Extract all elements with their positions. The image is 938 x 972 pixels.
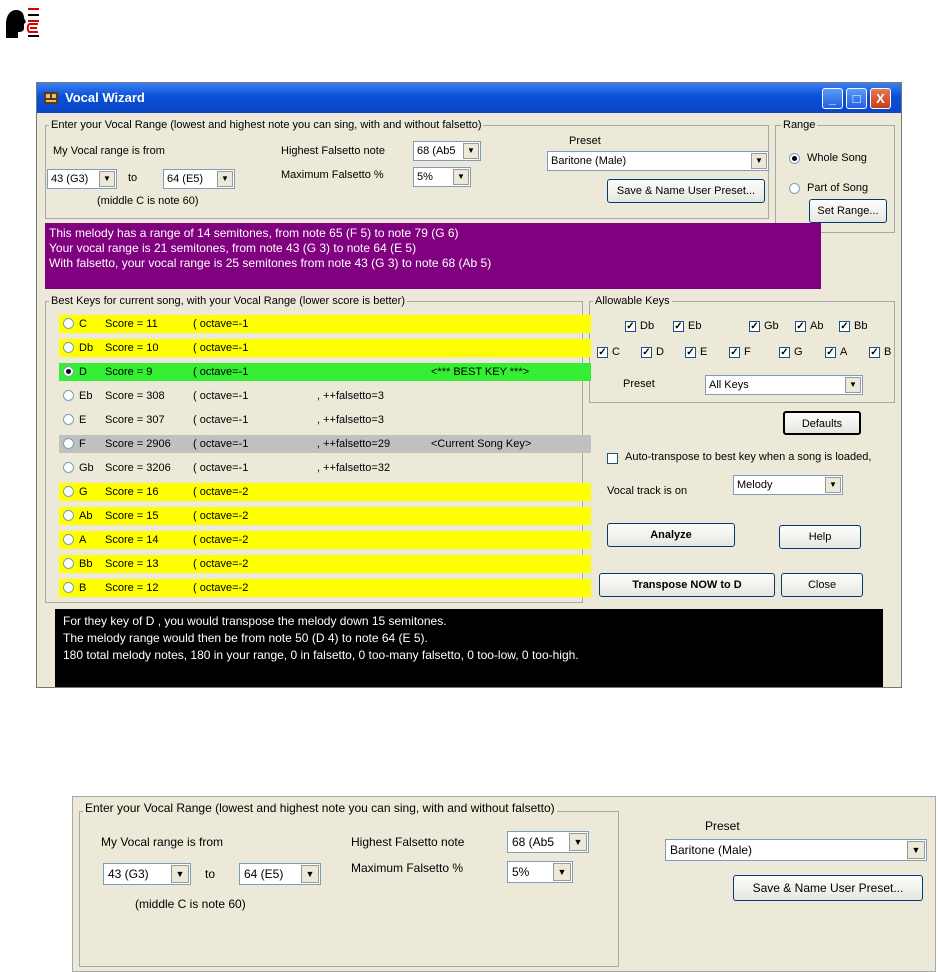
allow-key-checkbox-gb[interactable]: ✓ — [750, 321, 759, 332]
allowable-keys-preset-value: All Keys — [709, 379, 749, 391]
key-name: C — [79, 318, 87, 330]
key-note: <Current Song Key> — [431, 438, 532, 450]
closeup-low-note-select[interactable] — [103, 863, 191, 885]
closeup-falsetto-label: Highest Falsetto note — [351, 835, 465, 849]
allow-key-label: B — [884, 346, 892, 358]
transpose-now-button[interactable]: Transpose NOW to D — [599, 573, 775, 597]
chevron-down-icon[interactable]: ▼ — [825, 477, 841, 493]
closeup-falsetto-select[interactable] — [507, 831, 589, 853]
closeup-max-falsetto-value: 5% — [512, 865, 530, 879]
middle-c-note: (middle C is note 60) — [97, 195, 199, 207]
whole-song-radio[interactable] — [789, 153, 800, 164]
key-row-e[interactable] — [59, 411, 591, 429]
defaults-button[interactable]: Defaults — [783, 411, 861, 435]
info-line: This melody has a range of 14 semitones, from note 65 (F 5) to note 79 (G 6) — [49, 226, 459, 240]
allow-key-label: Db — [640, 320, 655, 332]
allow-key-label: E — [700, 346, 708, 358]
key-octave: ( octave=-1 — [193, 414, 249, 426]
part-of-song-label: Part of Song — [807, 182, 869, 194]
melody-info-box — [45, 223, 821, 289]
allow-key-checkbox-f[interactable]: ✓ — [730, 347, 739, 358]
key-octave: ( octave=-1 — [193, 462, 249, 474]
key-falsetto: , ++falsetto=3 — [317, 414, 384, 426]
allow-key-label: D — [656, 346, 664, 358]
key-score: Score = 3206 — [105, 462, 171, 474]
chevron-down-icon[interactable]: ▼ — [217, 171, 233, 187]
closeup-high-note-value: 64 (E5) — [244, 867, 284, 881]
key-octave: ( octave=-1 — [193, 366, 249, 378]
key-score: Score = 307 — [105, 414, 165, 426]
key-score: Score = 12 — [105, 582, 159, 594]
allow-key-checkbox-g[interactable]: ✓ — [780, 347, 789, 358]
allow-key-checkbox-db[interactable]: ✓ — [626, 321, 635, 332]
key-radio[interactable] — [63, 366, 74, 377]
low-note-value: 43 (G3) — [51, 173, 89, 185]
allow-key-checkbox-e[interactable]: ✓ — [686, 347, 695, 358]
chevron-down-icon[interactable]: ▼ — [171, 865, 189, 883]
allow-key-label: Ab — [810, 320, 824, 332]
analyze-button[interactable]: Analyze — [607, 523, 735, 547]
allow-key-checkbox-a[interactable]: ✓ — [826, 347, 835, 358]
allow-key-checkbox-d[interactable]: ✓ — [642, 347, 651, 358]
allow-key-checkbox-b[interactable]: ✓ — [870, 347, 879, 358]
close-button[interactable]: Close — [781, 573, 863, 597]
allow-key-label: Gb — [764, 320, 779, 332]
key-row-g[interactable] — [59, 483, 591, 501]
key-score: Score = 13 — [105, 558, 159, 570]
key-score: Score = 10 — [105, 342, 159, 354]
allowable-keys-preset-label: Preset — [623, 378, 655, 390]
allowable-keys-group-label: Allowable Keys — [595, 295, 670, 307]
chevron-down-icon[interactable]: ▼ — [569, 833, 587, 851]
key-falsetto: , ++falsetto=32 — [317, 462, 391, 474]
whole-song-label: Whole Song — [807, 152, 867, 164]
allow-key-label: Eb — [688, 320, 702, 332]
chevron-down-icon[interactable]: ▼ — [553, 863, 571, 881]
allow-key-checkbox-ab[interactable]: ✓ — [796, 321, 805, 332]
closeup-range-from-label: My Vocal range is from — [101, 835, 224, 849]
key-row-bb[interactable] — [59, 555, 591, 573]
info-line: With falsetto, your vocal range is 25 semitones from note 43 (G 3) to note 68 (Ab 5) — [49, 256, 492, 270]
set-range-button[interactable]: Set Range... — [809, 199, 887, 223]
key-name: Bb — [79, 558, 93, 570]
transpose-result-box — [55, 609, 883, 687]
vocal-preset-value: Baritone (Male) — [551, 155, 627, 167]
part-of-song-radio[interactable] — [789, 183, 800, 194]
key-radio[interactable] — [63, 582, 74, 593]
key-octave: ( octave=-1 — [193, 342, 249, 354]
key-radio[interactable] — [63, 390, 74, 401]
info-line: Your vocal range is 21 semitones, from note 43 (G 3) to note 64 (E 5) — [49, 241, 417, 255]
key-note: <*** BEST KEY ***> — [431, 366, 530, 378]
key-row-db[interactable] — [59, 339, 591, 357]
high-note-value: 64 (E5) — [167, 173, 204, 185]
max-falsetto-value: 5% — [417, 171, 433, 183]
key-falsetto: , ++falsetto=29 — [317, 438, 391, 450]
to-label: to — [128, 172, 138, 184]
key-name: Ab — [79, 510, 93, 522]
closeup-middle-c-note: (middle C is note 60) — [135, 897, 246, 911]
closeup-to-label: to — [205, 867, 216, 881]
key-octave: ( octave=-2 — [193, 486, 249, 498]
key-radio[interactable] — [63, 414, 74, 425]
chevron-down-icon[interactable]: ▼ — [845, 377, 861, 393]
closeup-group-label: Enter your Vocal Range (lowest and highest note you can sing, with and without falsetto) — [85, 801, 555, 815]
closeup-falsetto-value: 68 (Ab5 — [512, 835, 555, 849]
key-name: Db — [79, 342, 94, 354]
app-title-icon — [43, 90, 59, 106]
chevron-down-icon[interactable]: ▼ — [99, 171, 115, 187]
key-name: Gb — [79, 462, 94, 474]
key-row-b[interactable] — [59, 579, 591, 597]
vocal-wizard-app-icon — [2, 2, 42, 42]
key-name: E — [79, 414, 87, 426]
auto-transpose-label: Auto-transpose to best key when a song is loaded, — [625, 451, 872, 463]
minimize-button[interactable]: _ — [822, 88, 843, 109]
falsetto-note-label: Highest Falsetto note — [281, 145, 385, 157]
key-score: Score = 11 — [105, 318, 158, 330]
key-octave: ( octave=-1 — [193, 318, 249, 330]
vocal-track-value: Melody — [737, 479, 773, 491]
key-octave: ( octave=-2 — [193, 582, 249, 594]
best-keys-group-label: Best Keys for current song, with your Vocal Range (lower score is better) — [51, 295, 405, 307]
closeup-low-note-value: 43 (G3) — [108, 867, 149, 881]
allow-key-label: A — [840, 346, 848, 358]
key-octave: ( octave=-2 — [193, 534, 249, 546]
maximize-button[interactable]: □ — [846, 88, 867, 109]
chevron-down-icon[interactable]: ▼ — [301, 865, 319, 883]
key-name: A — [79, 534, 87, 546]
closeup-max-falsetto-select[interactable] — [507, 861, 573, 883]
key-radio[interactable] — [63, 462, 74, 473]
key-score: Score = 15 — [105, 510, 159, 522]
allow-key-label: G — [794, 346, 803, 358]
key-row-c[interactable] — [59, 315, 591, 333]
auto-transpose-checkbox[interactable] — [607, 453, 618, 464]
key-row-f[interactable] — [59, 435, 591, 453]
high-note-select[interactable] — [163, 169, 235, 189]
allow-key-checkbox-c[interactable]: ✓ — [598, 347, 607, 358]
vocal-wizard-window — [36, 82, 902, 688]
key-octave: ( octave=-1 — [193, 438, 249, 450]
save-user-preset-button[interactable]: Save & Name User Preset... — [607, 179, 765, 203]
key-row-d[interactable] — [59, 363, 591, 381]
key-name: F — [79, 438, 86, 450]
help-button[interactable]: Help — [779, 525, 861, 549]
closeup-max-falsetto-label: Maximum Falsetto % — [351, 861, 464, 875]
key-radio[interactable] — [63, 486, 74, 497]
max-falsetto-label: Maximum Falsetto % — [281, 169, 384, 181]
key-row-ab[interactable] — [59, 507, 591, 525]
closeup-preset-label: Preset — [705, 819, 740, 833]
allow-key-checkbox-bb[interactable]: ✓ — [840, 321, 849, 332]
key-name: G — [79, 486, 88, 498]
key-radio[interactable] — [63, 438, 74, 449]
key-row-eb[interactable] — [59, 387, 591, 405]
key-score: Score = 2906 — [105, 438, 171, 450]
window-title: Vocal Wizard — [65, 90, 145, 105]
close-window-button[interactable]: X — [870, 88, 891, 109]
key-row-gb[interactable] — [59, 459, 591, 477]
low-note-select[interactable] — [47, 169, 117, 189]
key-score: Score = 308 — [105, 390, 165, 402]
allowable-keys-preset-select[interactable] — [705, 375, 863, 395]
result-line: 180 total melody notes, 180 in your range, 0 in falsetto, 0 too-many falsetto, 0 too-low, 0 too-high. — [63, 648, 579, 662]
key-name: B — [79, 582, 87, 594]
result-line: The melody range would then be from note 50 (D 4) to note 64 (E 5). — [63, 631, 428, 645]
key-radio[interactable] — [63, 534, 74, 545]
closeup-save-preset-button[interactable]: Save & Name User Preset... — [733, 875, 923, 901]
allow-key-label: Bb — [854, 320, 868, 332]
vocal-range-closeup — [72, 796, 936, 972]
key-octave: ( octave=-2 — [193, 558, 249, 570]
key-score: Score = 16 — [105, 486, 159, 498]
key-name: D — [79, 366, 87, 378]
key-radio[interactable] — [63, 510, 74, 521]
key-octave: ( octave=-1 — [193, 390, 249, 402]
key-name: Eb — [79, 390, 93, 402]
allow-key-checkbox-eb[interactable]: ✓ — [674, 321, 683, 332]
range-group-label: Range — [783, 119, 816, 131]
allow-key-label: F — [744, 346, 751, 358]
allow-key-label: C — [612, 346, 620, 358]
vocal-range-group-label: Enter your Vocal Range (lowest and highest note you can sing, with and without falsetto) — [51, 119, 482, 131]
chevron-down-icon[interactable]: ▼ — [453, 169, 469, 185]
result-line: For they key of D , you would transpose the melody down 15 semitones. — [63, 614, 447, 628]
preset-label: Preset — [569, 135, 601, 147]
key-radio[interactable] — [63, 558, 74, 569]
closeup-preset-select[interactable] — [665, 839, 927, 861]
falsetto-note-value: 68 (Ab5 — [417, 145, 456, 157]
title-bar[interactable] — [37, 83, 901, 113]
vocal-preset-select[interactable] — [547, 151, 769, 171]
key-falsetto: , ++falsetto=3 — [317, 390, 384, 402]
key-octave: ( octave=-2 — [193, 510, 249, 522]
key-row-a[interactable] — [59, 531, 591, 549]
vocal-range-from-label: My Vocal range is from — [53, 145, 165, 157]
falsetto-note-select[interactable] — [413, 141, 481, 161]
key-score: Score = 9 — [105, 366, 153, 378]
chevron-down-icon[interactable]: ▼ — [751, 153, 767, 169]
key-radio[interactable] — [63, 342, 74, 353]
chevron-down-icon[interactable]: ▼ — [907, 841, 925, 859]
closeup-preset-value: Baritone (Male) — [670, 843, 753, 857]
vocal-track-select[interactable] — [733, 475, 843, 495]
key-score: Score = 14 — [105, 534, 159, 546]
vocal-track-label: Vocal track is on — [607, 485, 688, 497]
closeup-high-note-select[interactable] — [239, 863, 321, 885]
chevron-down-icon[interactable]: ▼ — [463, 143, 479, 159]
key-radio[interactable] — [63, 318, 74, 329]
max-falsetto-select[interactable] — [413, 167, 471, 187]
